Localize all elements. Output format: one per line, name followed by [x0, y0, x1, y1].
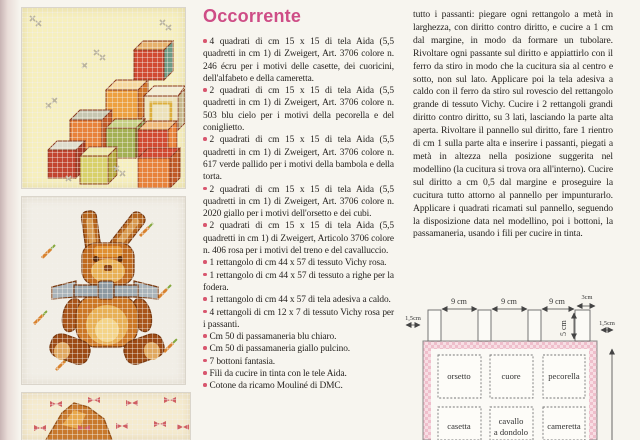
material-item: [203, 380, 394, 392]
bullet-icon: [203, 187, 207, 191]
material-item: [203, 356, 394, 368]
cell-label-cuore: cuore: [501, 371, 521, 381]
materials-list: [203, 36, 394, 393]
cell-label-casetta: casetta: [447, 421, 471, 431]
cell-label-cavallo: cavallo: [498, 416, 524, 426]
cross-stitch-photo-partial: [22, 393, 190, 440]
material-item-text: Cm 50 di passamaneria blu chiaro.: [209, 332, 337, 343]
material-item: [203, 85, 394, 134]
material-item-text: 2 quadrati di cm 15 x 15 di tela Aida (5,5 quadretti in cm 1) di Zweigert, Art. 3706 colore n. 617 verde pallido per i motivi della bambola e della torta.: [203, 135, 394, 183]
material-item: [203, 134, 394, 183]
material-item-text: 4 quadrati di cm 15 x 15 di tela Aida (5,5 quadretti in cm 1) di Zweigert, Art. 3706 colore n. 246 écru per i motivi delle casette, dei cuoricini, dell'alfabeto e della cameretta.: [203, 37, 394, 84]
cell-label-orsetto: orsetto: [447, 371, 471, 381]
material-item-text: Cm 50 di passamaneria giallo pulcino.: [209, 344, 351, 355]
bullet-icon: [203, 260, 207, 264]
bullet-icon: [203, 371, 207, 375]
dim-label-9cm-1: 9 cm: [451, 297, 467, 306]
dim-label-3cm: 3cm: [581, 294, 593, 301]
cross-stitch-photo-blocks: [22, 8, 185, 188]
material-item: [203, 36, 394, 85]
material-item: [203, 270, 394, 295]
assembly-diagram: [398, 288, 630, 440]
section-heading: Occorrente: [203, 6, 302, 26]
cell-label-a-dondolo: a dondolo: [493, 427, 529, 437]
material-item-text: 2 quadrati di cm 15 x 15 di tela Aida (5,5 quadretti in cm 1) di Zweigert, Art. 3706 colore n. 2020 giallo per i motivi dell'orsetto e dei cubi.: [203, 184, 394, 220]
material-item-text: Fili da cucire in tinta con le tele Aida.: [209, 369, 347, 380]
bullet-icon: [203, 359, 207, 363]
cell-label-pecorella: pecorella: [548, 371, 580, 381]
dim-label-5cm: 5 cm: [559, 320, 568, 336]
bullet-icon: [203, 334, 207, 338]
cross-stitch-photo-bunny: [22, 197, 185, 384]
material-item-text: 2 quadrati di cm 15 x 15 di tela Aida (5,5 quadretti in cm 1) di Zweigert, Art. 3706 colore n. 503 blu cielo per i motivi della pecorella e del coniglietto.: [203, 86, 394, 134]
cell-label-cameretta: cameretta: [547, 421, 581, 431]
material-item-text: 4 rettangoli di cm 12 x 7 di tessuto Vichy rosa per i passanti.: [203, 307, 394, 330]
bunny-figure: [47, 210, 167, 368]
page-binding-edge: [0, 0, 22, 440]
material-item-text: 1 rettangolo di cm 44 x 57 di tessuto Vichy rosa.: [209, 258, 387, 269]
toy-cubes: [48, 41, 185, 188]
bullet-icon: [203, 137, 207, 141]
bunny-illustration: [22, 197, 185, 384]
material-item-text: Cotone da ricamo Mouliné di DMC.: [209, 381, 343, 392]
bullet-icon: [203, 273, 207, 277]
dim-label-15cm-left: 1,5cm: [405, 315, 421, 322]
material-item: [203, 220, 394, 257]
dim-label-9cm-3: 9 cm: [549, 297, 565, 306]
material-item-text: 1 rettangolo di cm 44 x 57 di tessuto a righe per la fodera.: [203, 270, 394, 293]
dim-label-15cm-right: 1,5cm: [599, 320, 615, 327]
material-item-text: 1 rettangolo di cm 44 x 57 di tela adesiva a caldo.: [209, 295, 391, 306]
partial-illustration: [22, 393, 190, 440]
bullet-icon: [203, 297, 207, 301]
bullet-icon: [203, 223, 207, 227]
blocks-illustration: [22, 8, 185, 188]
material-item: [203, 294, 394, 306]
instructions-text: tutto i passanti: piegare ogni rettangolo a metà in larghezza, con diritto contro diritto, e cucire a 1 cm dal margine, in modo da formare un tubolare. Rivoltare ogni passante sul diritto e appiattirlo con il ferro da stiro in modo che la cucitura sia al centro e sotto, non sul lato. Applicare poi la tela adesiva a caldo con il ferro da stiro sul rovescio del rettangolo grande di tessuto Vichy. Cucire i 2 rettangoli grandi diritto contro diritto, su 3 lati, lasciando la parte alta aperta. Rivoltare il pannello sul diritto, fare 1 rientro di cm 1 sulla parte alta e inserire i passanti, piegati a metà in altezza nella posizione suggerita nel modellino (la cucitura si trova ora all'interno). Cucire sul diritto a cm 0,5 dal margine e proseguire la cucitura tutto attorno al pannello per impunturarlo. Applicare i quadrati ricamati sul pannello, seguendo la disposizione data nel modellino, poi i bottoni, la passamaneria, usando i fili per cucire in tinta.: [413, 9, 613, 240]
material-item-text: 2 quadrati di cm 15 x 15 di tela Aida (5,5 quadretti in cm 1) di Zweigert, Articolo 3706 colore n. 406 rosa per i motivi del treno e del cavalluccio.: [203, 221, 394, 257]
bullet-icon: [203, 383, 207, 387]
material-item: [203, 257, 394, 269]
material-item: [203, 331, 394, 343]
material-item: [203, 184, 394, 221]
bullet-icon: [203, 346, 207, 350]
bullet-icon: [203, 88, 207, 92]
bullet-icon: [203, 310, 207, 314]
material-item: [203, 307, 394, 332]
material-item-text: 7 bottoni fantasia.: [209, 356, 276, 367]
material-item: [203, 343, 394, 355]
dim-label-9cm-2: 9 cm: [501, 297, 517, 306]
material-item: [203, 368, 394, 380]
bullet-icon: [203, 39, 207, 43]
materials-section: [203, 6, 394, 393]
